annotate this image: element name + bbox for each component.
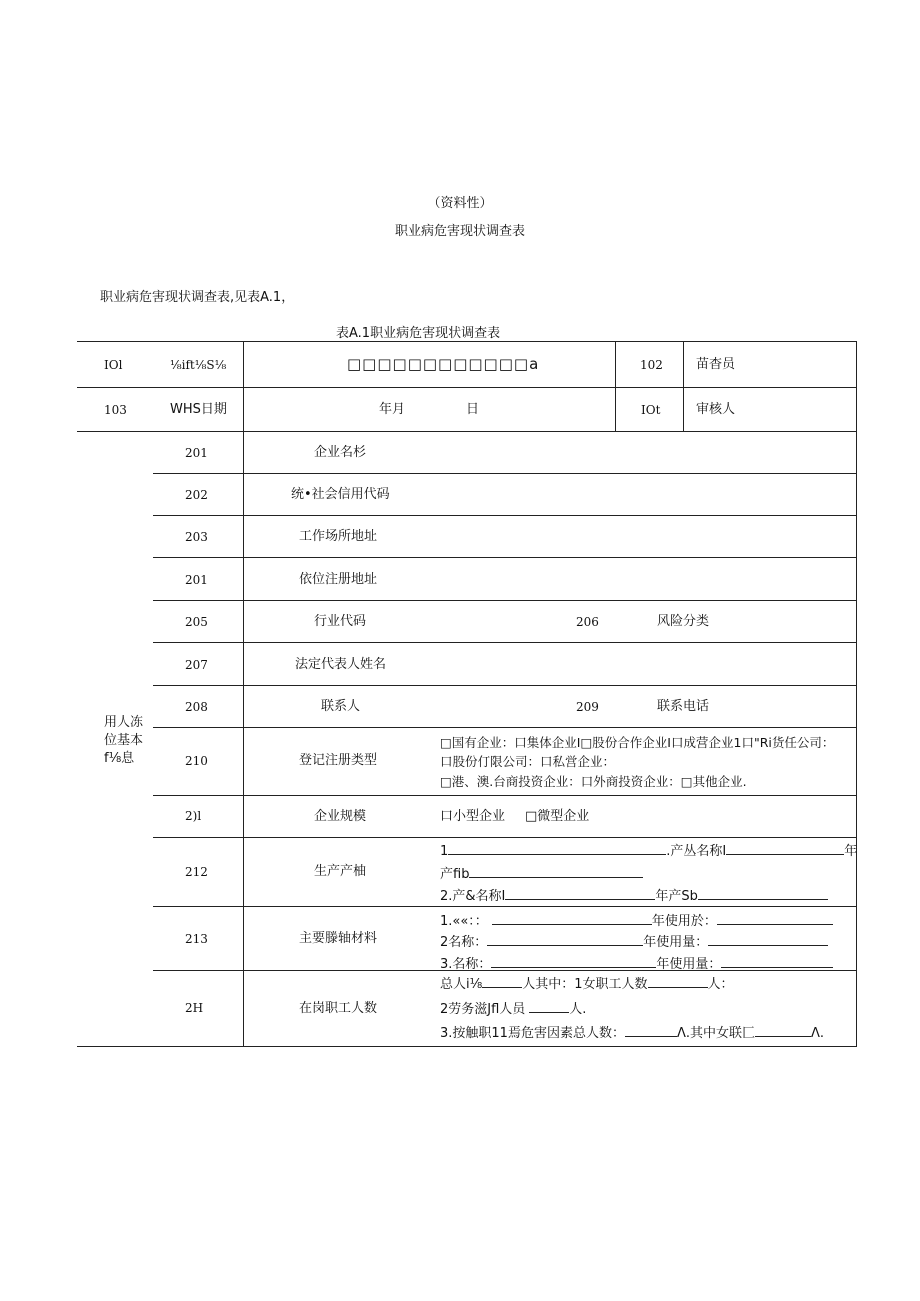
- field-code-205: 205: [185, 615, 208, 629]
- product-1-index: 1: [440, 844, 449, 859]
- exposed-staff-blank[interactable]: [625, 1024, 677, 1037]
- material-1-label: 1.««：：: [440, 914, 488, 929]
- field-code-212: 212: [185, 865, 208, 879]
- field-label-103: WHS日期: [170, 402, 227, 417]
- field-label-registered-address: 依位注册地址: [299, 572, 378, 587]
- staff-female-blank[interactable]: [648, 975, 708, 988]
- field-code-102: 102: [640, 358, 663, 372]
- section-label-line2: 位基本: [104, 733, 144, 748]
- product-line-1-output[interactable]: [440, 865, 643, 883]
- field-code-207: 207: [185, 658, 208, 672]
- field-code-202: 202: [185, 488, 208, 502]
- field-label-contact: 联系人: [321, 699, 361, 714]
- material-1-usage-blank[interactable]: [717, 912, 833, 925]
- field-code-204: 201: [185, 573, 208, 587]
- staff-line-1[interactable]: [440, 975, 734, 993]
- field-label-contact-phone: 联系电话: [657, 699, 710, 714]
- survey-date-day[interactable]: 日: [466, 402, 480, 417]
- survey-code-boxes[interactable]: □□□□□□□□□□□□a: [347, 355, 540, 373]
- material-1-usage-label: 年使用於：: [651, 914, 717, 929]
- field-label-credit-code: 统•社会信用代码: [291, 487, 390, 502]
- staff-line-3[interactable]: [440, 1024, 824, 1042]
- intro-text: 职业病危害现状调查表,见表A.1，: [100, 290, 295, 305]
- field-label-raw-materials: 主要滕轴材料: [299, 931, 378, 946]
- material-2-blank[interactable]: [487, 933, 643, 946]
- staff-female-label: 人其中：1女职工人数: [522, 977, 648, 992]
- section-label-line3: f⅛息: [104, 751, 135, 766]
- field-label-risk-class: 风险分类: [657, 614, 710, 629]
- product-1-name-label: .产丛名称I: [666, 844, 727, 859]
- registration-type-options-line2[interactable]: 口股份仃限公司：口私営企业：: [440, 754, 616, 769]
- material-line-3[interactable]: [440, 955, 833, 973]
- staff-female-unit: 人：: [707, 977, 734, 992]
- scale-option-small[interactable]: 口小型企业: [440, 809, 506, 824]
- field-code-210: 210: [185, 754, 208, 768]
- product-2-name-label: 2.产&名称I: [440, 889, 506, 904]
- field-code-104: IOt: [641, 403, 661, 417]
- annex-note: （资料性）: [427, 196, 493, 211]
- material-line-1[interactable]: [440, 912, 833, 930]
- product-1-output-blank[interactable]: [469, 865, 643, 878]
- field-code-206: 206: [576, 615, 599, 629]
- staff-total-label: 总人i⅛: [440, 977, 483, 992]
- exposed-staff-label: 3.按触职11焉危害因素总人数：: [440, 1026, 625, 1041]
- product-1-blank[interactable]: [448, 842, 666, 855]
- field-code-103: 103: [104, 403, 127, 417]
- field-code-203: 203: [185, 530, 208, 544]
- material-2-label: 2名称：: [440, 935, 488, 950]
- section-label-line1: 用人冻: [104, 715, 144, 730]
- material-3-usage-label: 年使用量：: [656, 957, 722, 972]
- labor-dispatch-blank[interactable]: [529, 1000, 569, 1013]
- field-label-main-products: 生产产柚: [314, 864, 367, 879]
- field-code-211: 2)l: [185, 809, 202, 823]
- product-1-name-blank[interactable]: [726, 842, 844, 855]
- product-1-output-label: 产fib: [440, 867, 470, 882]
- material-1-blank[interactable]: [492, 912, 652, 925]
- field-label-enterprise-scale: 企业规模: [314, 809, 367, 824]
- field-label-104: 审核人: [696, 402, 736, 417]
- survey-date-year-month[interactable]: 年月: [379, 402, 406, 417]
- field-label-staff-count: 在岗职工人数: [299, 1001, 378, 1016]
- field-code-208: 208: [185, 700, 208, 714]
- field-label-workplace-address: 工作场所地址: [299, 529, 378, 544]
- field-label-enterprise-name: 企业名杉: [314, 445, 367, 460]
- registration-type-options-line1[interactable]: □国有企业：口集体企业I□股份合作企业I口成营企业1口"Ri货任公司：: [440, 735, 835, 750]
- product-line-2[interactable]: [440, 887, 828, 905]
- staff-total-blank[interactable]: [482, 975, 522, 988]
- registration-type-options-line3[interactable]: □港、澳.台商投资企业：口外商投资企业：□其他企业.: [440, 774, 747, 789]
- exposed-female-blank[interactable]: [755, 1024, 811, 1037]
- field-label-industry-code: 行业代码: [314, 614, 367, 629]
- material-2-usage-blank[interactable]: [708, 933, 828, 946]
- material-3-usage-blank[interactable]: [721, 955, 833, 968]
- product-2-output-label: 年产Sb: [655, 889, 698, 904]
- field-code-101: IOl: [104, 358, 123, 372]
- product-2-name-blank[interactable]: [505, 887, 655, 900]
- field-code-213: 213: [185, 932, 208, 946]
- product-line-1[interactable]: [440, 842, 857, 860]
- table-caption: 表A.1职业病危害现状调查表: [336, 326, 501, 341]
- material-line-2[interactable]: [440, 933, 828, 951]
- field-code-214: 2H: [185, 1001, 204, 1015]
- field-label-legal-rep: 法定代表人姓名: [295, 657, 387, 672]
- document-title: 职业病危害现状调查表: [394, 224, 525, 239]
- material-3-blank[interactable]: [491, 955, 656, 968]
- labor-dispatch-label: 2劳务滋Jfl人员: [440, 1002, 526, 1017]
- field-code-209: 209: [576, 700, 599, 714]
- exposed-female-unit: Λ.: [810, 1026, 825, 1041]
- exposed-female-label: Λ.其中女联匚: [676, 1026, 755, 1041]
- material-3-label: 3.名称：: [440, 957, 492, 972]
- product-1-year-label: 年: [844, 844, 858, 859]
- scale-option-micro[interactable]: □微型企业: [525, 809, 590, 824]
- labor-dispatch-unit: 人.: [569, 1002, 587, 1017]
- field-label-102: 苗杳员: [696, 357, 736, 372]
- field-label-registration-type: 登记注册类型: [299, 753, 378, 768]
- product-2-output-blank[interactable]: [698, 887, 828, 900]
- staff-line-2[interactable]: [440, 1000, 586, 1018]
- material-2-usage-label: 年使用量：: [643, 935, 709, 950]
- field-label-101: ⅛ift⅛S⅛: [170, 358, 227, 372]
- field-code-201: 201: [185, 446, 208, 460]
